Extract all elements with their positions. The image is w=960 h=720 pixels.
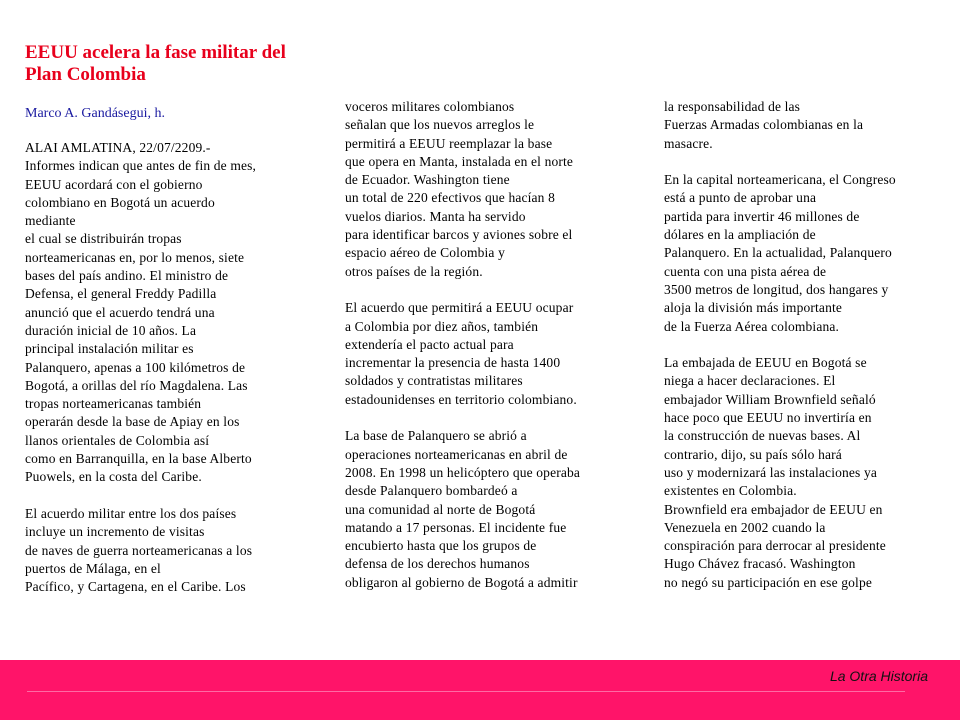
text-line: una comunidad al norte de Bogotá (345, 501, 536, 517)
text-line: a Colombia por diez años, también (345, 318, 539, 334)
text-line: no negó su participación en ese golpe (664, 574, 872, 590)
text-line: existentes en Colombia. (664, 483, 797, 499)
text-line: operaciones norteamericanas en abril de (345, 446, 568, 462)
text-line: 3500 metros de longitud, dos hangares y (664, 281, 889, 297)
text-line: incluye un incremento de visitas (25, 524, 205, 540)
text-line: Puowels, en la costa del Caribe. (25, 469, 202, 485)
text-line: conspiración para derrocar al presidente (664, 538, 886, 554)
text-line: permitirá a EEUU reemplazar la base (345, 135, 553, 151)
text-line: de naves de guerra norteamericanas a los (25, 542, 253, 558)
text-line: duración inicial de 10 años. La (25, 322, 197, 338)
text-line: Palanquero. En la actualidad, Palanquero (664, 245, 892, 261)
text-line: puertos de Málaga, en el (25, 560, 161, 576)
text-line: espacio aéreo de Colombia y (345, 245, 505, 261)
footer-divider (27, 691, 905, 692)
text-line: Pacífico, y Cartagena, en el Caribe. Los (25, 579, 246, 595)
text-line: el cual se distribuirán tropas (25, 231, 182, 247)
paragraph-gap (664, 336, 944, 354)
text-line: Brownfield era embajador de EEUU en (664, 501, 883, 517)
text-line: cuenta con una pista aérea de (664, 263, 827, 279)
text-line: que opera en Manta, instalada en el norte (345, 153, 574, 169)
text-line: soldados y contratistas militares (345, 373, 523, 389)
text-line: El acuerdo militar entre los dos países (25, 505, 237, 521)
paragraph-gap (664, 153, 944, 171)
text-line: Venezuela en 2002 cuando la (664, 519, 826, 535)
text-line: obligaron al gobierno de Bogotá a admitir (345, 574, 578, 590)
text-line: niega a hacer declaraciones. El (664, 373, 836, 389)
text-line: norteamericanas en, por lo menos, siete (25, 249, 245, 265)
paragraph-gap (345, 281, 625, 299)
text-line: de Ecuador. Washington tiene (345, 172, 510, 188)
text-line: incrementar la presencia de hasta 1400 (345, 355, 561, 371)
text-line: tropas norteamericanas también (25, 396, 202, 412)
title-line-2: Plan Colombia (25, 64, 146, 85)
text-line: Informes indican que antes de fin de mes, (25, 158, 257, 174)
title-line-1: EEUU acelera la fase militar del (25, 42, 286, 63)
text-line: bases del país andino. El ministro de (25, 268, 229, 284)
article-author: Marco A. Gandásegui, h. (25, 106, 165, 121)
text-line: La base de Palanquero se abrió a (345, 428, 527, 444)
text-line: partida para invertir 46 millones de (664, 208, 860, 224)
text-line: En la capital norteamericana, el Congreso (664, 172, 896, 188)
text-line: la construcción de nuevas bases. Al (664, 428, 861, 444)
text-line: Fuerzas Armadas colombianas en la (664, 117, 864, 133)
text-line: un total de 220 efectivos que hacían 8 (345, 190, 556, 206)
text-line: matando a 17 personas. El incidente fue (345, 519, 567, 535)
text-line: contrario, dijo, su país sólo hará (664, 446, 842, 462)
text-line: defensa de los derechos humanos (345, 556, 530, 572)
article-column-1 (25, 139, 305, 596)
text-line: masacre. (664, 135, 713, 151)
paragraph-gap (25, 487, 305, 505)
text-line: Hugo Chávez fracasó. Washington (664, 556, 856, 572)
text-line: llanos orientales de Colombia así (25, 432, 210, 448)
text-line: Bogotá, a orillas del río Magdalena. Las (25, 377, 248, 393)
text-line: 2008. En 1998 un helicóptero que operaba (345, 464, 581, 480)
paragraph-gap (345, 409, 625, 427)
article-title (25, 42, 315, 86)
text-line: mediante (25, 213, 76, 229)
text-line: anunció que el acuerdo tendrá una (25, 304, 215, 320)
text-line: operarán desde la base de Apiay en los (25, 414, 240, 430)
article-column-2 (345, 98, 625, 592)
text-line: de la Fuerza Aérea colombiana. (664, 318, 840, 334)
article-column-3 (664, 98, 944, 592)
text-line: La embajada de EEUU en Bogotá se (664, 355, 867, 371)
text-line: aloja la división más importante (664, 300, 843, 316)
text-line: Defensa, el general Freddy Padilla (25, 286, 217, 302)
footer-label: La Otra Historia (829, 668, 928, 684)
text-line: EEUU acordará con el gobierno (25, 176, 203, 192)
text-line: El acuerdo que permitirá a EEUU ocupar (345, 300, 574, 316)
text-line: dólares en la ampliación de (664, 227, 816, 243)
text-line: encubierto hasta que los grupos de (345, 538, 537, 554)
text-line: colombiano en Bogotá un acuerdo (25, 194, 215, 210)
text-line: la responsabilidad de las (664, 99, 801, 114)
text-line: voceros militares colombianos (345, 99, 515, 114)
text-line: desde Palanquero bombardeó a (345, 483, 518, 499)
text-line: vuelos diarios. Manta ha servido (345, 208, 526, 224)
text-line: hace poco que EEUU no invertiría en (664, 410, 872, 426)
text-line: está a punto de aprobar una (664, 190, 817, 206)
text-line: extendería el pacto actual para (345, 336, 514, 352)
text-line: uso y modernizará las instalaciones ya (664, 464, 878, 480)
text-line: para identificar barcos y aviones sobre el (345, 227, 573, 243)
text-line: estadounidenses en territorio colombiano. (345, 391, 577, 407)
text-line: Palanquero, apenas a 100 kilómetros de (25, 359, 246, 375)
text-line: señalan que los nuevos arreglos le (345, 117, 535, 133)
text-line: ALAI AMLATINA, 22/07/2209.- (25, 140, 211, 155)
text-line: como en Barranquilla, en la base Alberto (25, 451, 252, 467)
footer-band (0, 660, 960, 720)
text-line: embajador William Brownfield señaló (664, 391, 876, 407)
text-line: principal instalación militar es (25, 341, 194, 357)
text-line: otros países de la región. (345, 263, 483, 279)
